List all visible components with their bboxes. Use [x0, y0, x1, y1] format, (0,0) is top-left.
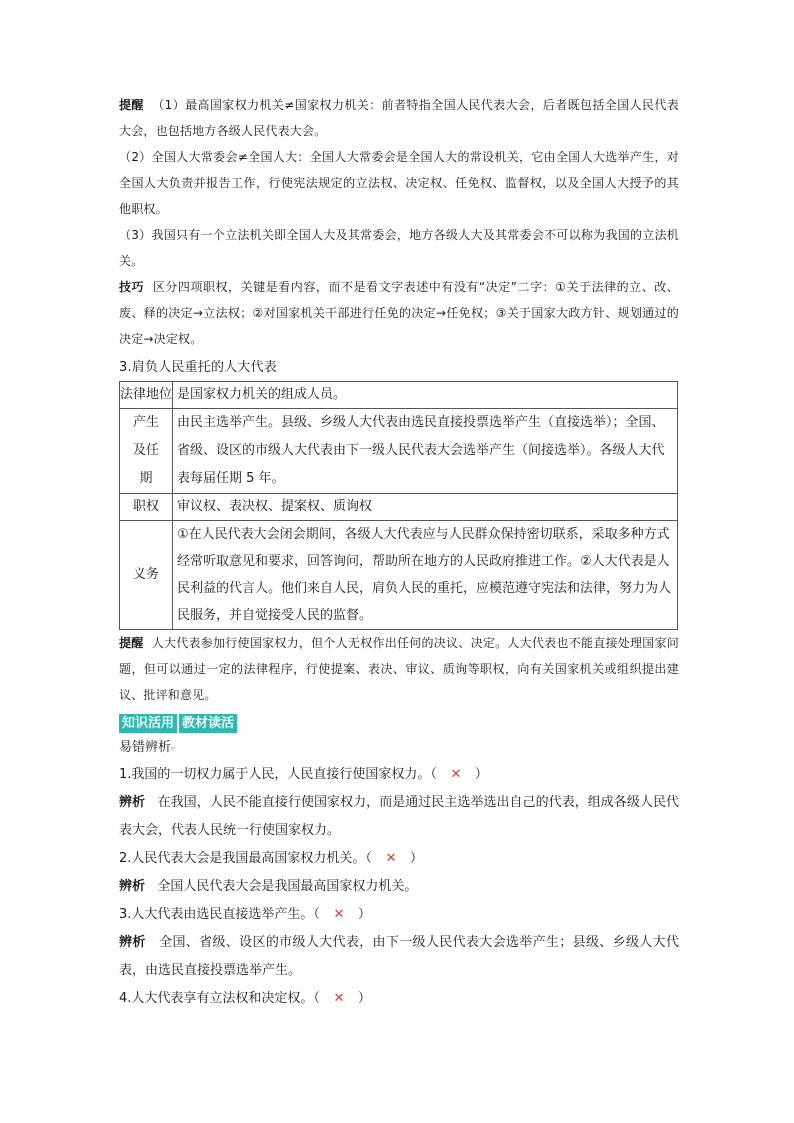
analysis-text: 在我国，人民不能直接行使国家权力，而是通过民主选举选出自己的代表，组成各级人民代表大会，代表人民统一行使国家权力。	[119, 795, 679, 838]
table-row	[120, 409, 678, 494]
reminder-text: 人大代表参加行使国家权力，但个人无权作出任何的决议、决定。人大代表也不能直接处理国家问题，但可以通过一定的法律程序，行使提案、表决、审议、质询等职权，向有关国家机关或组织提出建议、批评和意见。	[119, 636, 680, 702]
analysis-3	[119, 929, 679, 985]
question-text: 2.人民代表大会是我国最高国家权力机关。（	[119, 851, 372, 866]
question-1: 1.我国的一切权力属于人民，人民直接行使国家权力。（ ✕ ）	[119, 761, 679, 789]
page-content	[119, 92, 679, 1013]
table-row	[120, 382, 678, 409]
wrong-mark-icon: ✕	[385, 851, 397, 866]
reminder-label: 提醒	[119, 98, 144, 112]
deputy-table	[119, 381, 678, 630]
row-head: 义务	[120, 521, 173, 630]
reminder-note-3: （3）我国只有一个立法机关即全国人大及其常委会，地方各级人大及其常委会不可以称为我国的立法机关。	[119, 228, 679, 268]
reminder-note-1	[119, 92, 679, 144]
row-head-text: 产生及任期	[132, 415, 159, 486]
deputy-reminder	[119, 630, 679, 708]
reminder-note-2: （2）全国人大常委会≠全国人大：全国人大常委会是全国人大的常设机关，它由全国人大选举产生，对全国人大负责并报告工作，行使宪法规定的立法权、决定权、任免权、监督权，以及全国人大授予的其他职权。	[119, 150, 679, 216]
tag-textbook-reading: 教材读活	[179, 714, 237, 733]
table-row	[120, 521, 678, 630]
wrong-mark-icon: ✕	[333, 991, 345, 1006]
question-4: 4.人大代表享有立法权和决定权。（ ✕ ）	[119, 985, 679, 1013]
question-text: 1.我国的一切权力属于人民，人民直接行使国家权力。（	[119, 767, 437, 782]
question-text: 3.人大代表由选民直接选举产生。（	[119, 907, 320, 922]
analysis-text: 全国、省级、设区的市级人大代表，由下一级人民代表大会选举产生；县级、乡级人大代表，由选民直接投票选举产生。	[119, 935, 679, 978]
row-head	[120, 409, 173, 494]
row-body: ①在人民代表大会闭会期间，各级人大代表应与人民群众保持密切联系，采取多种方式经常听取意见和要求，回答询问，帮助所在地方的人民政府推进工作。②人大代表是人民利益的代言人。他们来自人民，肩负人民的重托，应模范遵守宪法和法律，努力为人民服务，并自觉接受人民的监督。	[173, 521, 678, 630]
analysis-label: 辨析	[119, 795, 146, 810]
tip-paragraph	[119, 274, 679, 352]
analysis-label: 辨析	[119, 879, 146, 894]
tip-label: 技巧	[119, 280, 145, 294]
row-body: 是国家权力机关的组成人员。	[173, 382, 678, 409]
tip-text: 区分四项职权，关键是看内容，而不是看文字表述中有没有“决定”二字：①关于法律的立、改、废、释的决定→立法权；②对国家机关干部进行任免的决定→任免权；③关于国家大政方针、规划通过的决定→决定权。	[119, 280, 680, 346]
section-title: 3.肩负人民重托的人大代表	[119, 360, 278, 375]
section-tags	[119, 714, 679, 733]
subtitle-text: 易错辨析	[119, 740, 172, 755]
question-2: 2.人民代表大会是我国最高国家权力机关。（ ✕ ）	[119, 845, 679, 873]
question-text: 4.人大代表享有立法权和决定权。（	[119, 991, 320, 1006]
wrong-mark-icon: ✕	[333, 907, 345, 922]
chevron-down-icon: ▿	[171, 744, 176, 753]
reminder-text: （1）最高国家权力机关≠国家权力机关：前者特指全国人民代表大会，后者既包括全国人民代表大会，也包括地方各级人民代表大会。	[119, 98, 680, 138]
analysis-2	[119, 873, 679, 901]
analysis-1	[119, 789, 679, 845]
row-head: 职权	[120, 494, 173, 521]
table-row	[120, 494, 678, 521]
error-analysis-heading	[119, 736, 679, 761]
question-3: 3.人大代表由选民直接选举产生。（ ✕ ）	[119, 901, 679, 929]
row-body: 由民主选举产生。县级、乡级人大代表由选民直接投票选举产生（直接选举）；全国、省级、设区的市级人大代表由下一级人民代表大会选举产生（间接选举）。各级人大代表每届任期 5 年。	[173, 409, 678, 494]
row-head: 法律地位	[120, 382, 173, 409]
reminder-label: 提醒	[119, 636, 144, 650]
analysis-text: 全国人民代表大会是我国最高国家权力机关。	[157, 879, 418, 894]
tag-knowledge-use: 知识活用	[119, 714, 177, 733]
row-body: 审议权、表决权、提案权、质询权	[173, 494, 678, 521]
wrong-mark-icon: ✕	[450, 767, 462, 782]
analysis-label: 辨析	[119, 935, 146, 950]
